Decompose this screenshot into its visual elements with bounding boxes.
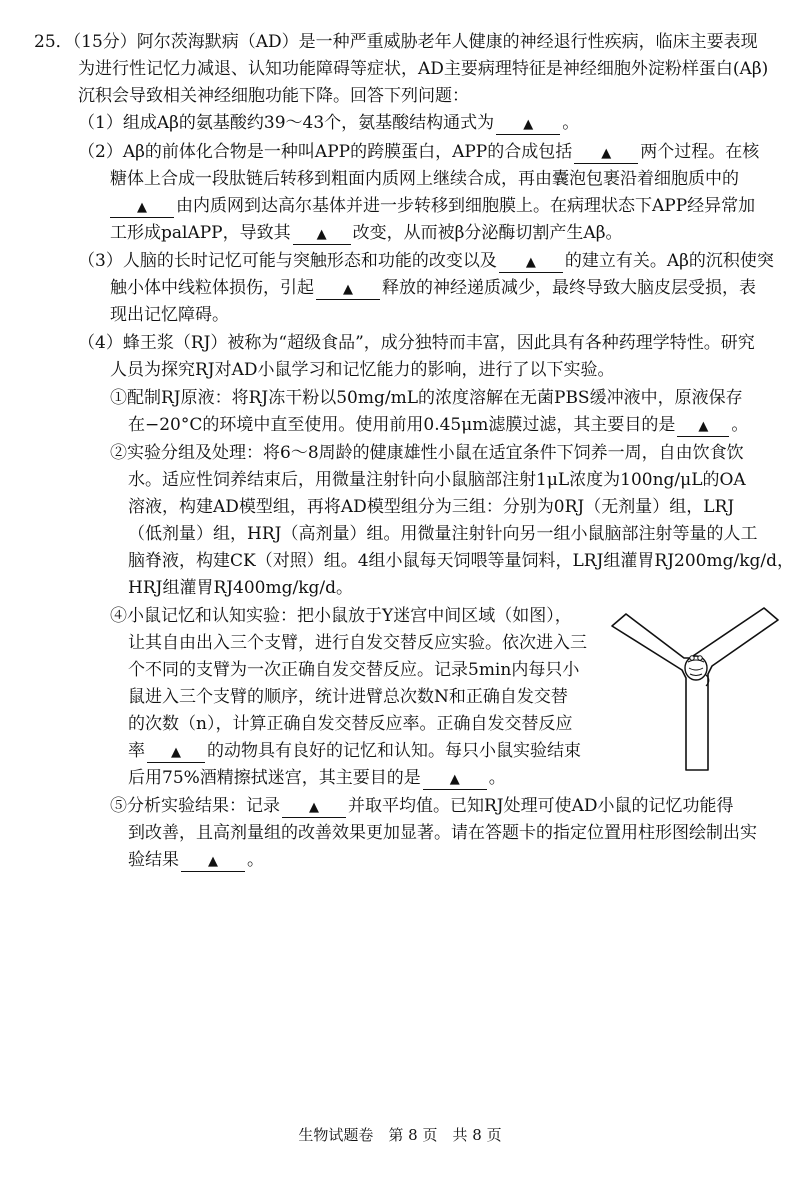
sub2-line-1: （2）Aβ的前体化合物是一种叫APP的跨膜蛋白，APP的合成包括 ▲ 两个过程。在核 xyxy=(78,142,760,162)
sub4-line-2: 人员为探究RJ对AD小鼠学习和记忆能力的影响，进行了以下实验。 xyxy=(110,360,615,380)
step5-line-2: 到改善，且高剂量组的改善效果更加显著。请在答题卡的指定位置用柱形图绘制出实 xyxy=(128,823,757,843)
step5-line-1: ⑤分析实验结果：记录 ▲ 并取平均值。已知RJ处理可使AD小鼠的记忆功能得 xyxy=(110,796,734,816)
step4-line-4: 鼠进入三个支臂的顺序，统计进臂总次数N和正确自发交替 xyxy=(128,687,568,707)
sub3-line-1: （3）人脑的长时记忆可能与突触形态和功能的改变以及 ▲ 的建立有关。Aβ的沉积使突 xyxy=(78,251,774,271)
answer-blank: ▲ xyxy=(110,199,174,218)
answer-blank: ▲ xyxy=(423,771,487,790)
sub2-line-3: ▲ 由内质网到达高尔基体并进一步转移到细胞膜上。在病理状态下APP经异常加 xyxy=(110,194,755,218)
step2-line-6: HRJ组灌胃RJ400mg/kg/d。 xyxy=(128,578,354,598)
sub2-line-2: 糖体上合成一段肽链后转移到粗面内质网上继续合成，再由囊泡包裹沿着细胞质中的 xyxy=(110,169,739,189)
sub4-line-1: （4）蜂王浆（RJ）被称为“超级食品”，成分独特而丰富，因此具有各种药理学特性。研究 xyxy=(78,333,755,353)
step2-line-1: ②实验分组及处理：将6～8周龄的健康雄性小鼠在适宜条件下饲养一周，自由饮食饮 xyxy=(110,443,744,463)
sub3-line-2: 触小体中线粒体损伤，引起 ▲ 释放的神经递质减少，最终导致大脑皮层受损，表 xyxy=(110,278,756,298)
sub3-line-3: 现出记忆障碍。 xyxy=(110,305,229,325)
step1-line-1: ①配制RJ原液：将RJ冻干粉以50mg/mL的浓度溶解在无菌PBS缓冲液中，原液保存 xyxy=(110,388,743,408)
q25-intro-line-3: 沉积会导致相关神经细胞功能下降。回答下列问题： xyxy=(78,86,469,106)
step2-line-4: （低剂量）组，HRJ（高剂量）组。用微量注射针向另一组小鼠脑部注射等量的人工 xyxy=(128,524,758,544)
step5-line-3: 验结果 ▲ 。 xyxy=(128,850,264,870)
step4-line-2: 让其自由出入三个支臂，进行自发交替反应实验。依次进入三 xyxy=(128,633,587,653)
y-maze-figure xyxy=(608,600,784,772)
answer-blank: ▲ xyxy=(496,116,560,135)
answer-blank: ▲ xyxy=(147,744,205,763)
answer-blank: ▲ xyxy=(181,853,245,872)
step4-line-3: 个不同的支臂为一次正确自发交替反应。记录5min内每只小 xyxy=(128,660,580,680)
step4-line-7: 后用75%酒精擦拭迷宫，其主要目的是 ▲ 。 xyxy=(128,768,506,788)
answer-blank: ▲ xyxy=(293,226,351,245)
page-footer: 生物试题卷 第 8 页 共 8 页 xyxy=(298,1126,502,1144)
step2-line-5: 脑脊液，构建CK（对照）组。4组小鼠每天饲喂等量饲料，LRJ组灌胃RJ200mg/kg/d， xyxy=(128,551,795,571)
answer-blank: ▲ xyxy=(574,145,638,164)
maze-outline xyxy=(612,608,778,770)
step4-line-5: 的次数（n），计算正确自发交替反应率。正确自发交替反应 xyxy=(128,714,573,734)
answer-blank: ▲ xyxy=(282,799,346,818)
sub2-line-4: 工形成palAPP，导致其 ▲ 改变，从而被β分泌酶切割产生Aβ。 xyxy=(110,223,623,243)
step2-line-2: 水。适应性饲养结束后，用微量注射针向小鼠脑部注射1μL浓度为100ng/μL的OA xyxy=(128,470,746,490)
q25-intro-line-1: 25．（15分）阿尔茨海默病（AD）是一种严重威胁老年人健康的神经退行性疾病，临床主要表现 xyxy=(34,32,758,52)
q25-intro-line-2: 为进行性记忆力减退、认知功能障碍等症状，AD主要病理特征是神经细胞外淀粉样蛋白(Aβ) xyxy=(78,59,769,79)
mouse-icon xyxy=(685,656,709,686)
step4-line-6: 率 ▲ 的动物具有良好的记忆和认知。每只小鼠实验结束 xyxy=(128,741,581,761)
step4-line-1: ④小鼠记忆和认知实验：把小鼠放于Y迷宫中间区域（如图）， xyxy=(110,606,572,626)
sub1-line: （1）组成Aβ的氨基酸约39～43个，氨基酸结构通式为 ▲ 。 xyxy=(78,113,580,133)
step1-line-2: 在−20°C的环境中直至使用。使用前用0.45μm滤膜过滤，其主要目的是 ▲ 。 xyxy=(128,415,749,435)
step2-line-3: 溶液，构建AD模型组，再将AD模型组分为三组：分别为0RJ（无剂量）组，LRJ xyxy=(128,497,735,517)
answer-blank: ▲ xyxy=(316,281,380,300)
answer-blank: ▲ xyxy=(499,254,563,273)
answer-blank: ▲ xyxy=(677,418,729,437)
